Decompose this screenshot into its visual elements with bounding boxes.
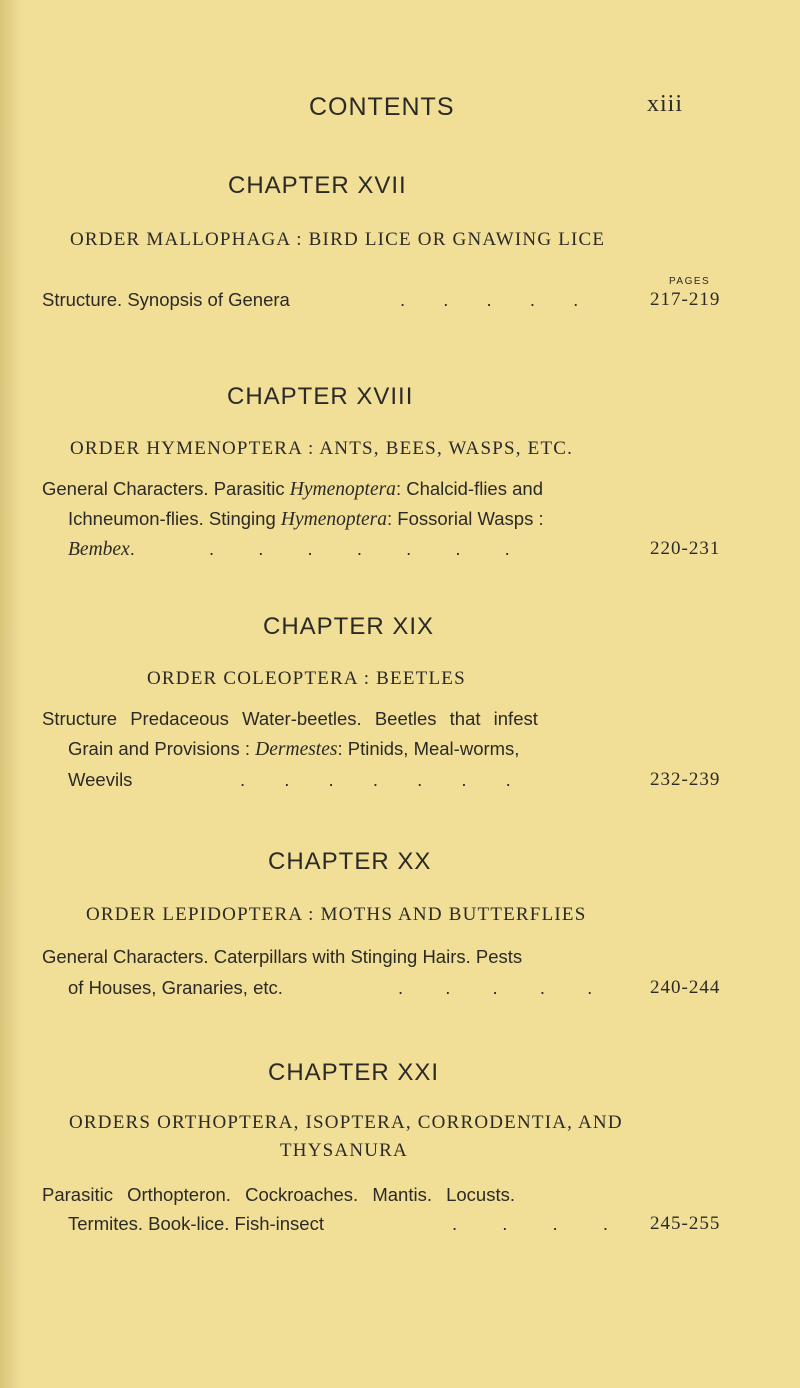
chapter-heading: CHAPTER XVII: [228, 172, 407, 199]
order-title: ORDERS ORTHOPTERA, ISOPTERA, CORRODENTIA, AND: [69, 1112, 623, 1133]
pages-column-label: PAGES: [669, 276, 711, 287]
order-title: ORDER COLEOPTERA : BEETLES: [147, 668, 466, 689]
page-number: xiii: [647, 91, 684, 117]
entry-line: General Characters. Parasitic Hymenoptera: Chalcid-flies and: [42, 478, 543, 500]
page-range: 220-231: [650, 538, 721, 559]
order-title: ORDER LEPIDOPTERA : MOTHS AND BUTTERFLIES: [86, 904, 587, 925]
chapter-heading: CHAPTER XX: [268, 848, 432, 875]
chapter-heading: CHAPTER XXI: [268, 1059, 440, 1086]
entry-line: of Houses, Granaries, etc.: [68, 977, 283, 998]
running-head-title: CONTENTS: [309, 93, 455, 121]
order-title: ORDER HYMENOPTERA : ANTS, BEES, WASPS, ETC.: [70, 438, 574, 459]
page-range: 245-255: [650, 1213, 721, 1234]
page-range: 240-244: [650, 977, 721, 998]
order-title: ORDER MALLOPHAGA : BIRD LICE OR GNAWING LICE: [70, 229, 606, 250]
page-range: 232-239: [650, 769, 721, 790]
entry-line: Structure. Synopsis of Genera: [42, 289, 290, 310]
order-title-continued: THYSANURA: [280, 1140, 408, 1161]
page-range: 217-219: [650, 289, 721, 310]
entry-line: Bembex.: [68, 538, 135, 560]
leader-dots: . . . . . . .: [240, 769, 511, 790]
entry-line: Parasitic Orthopteron. Cockroaches. Mantis. Locusts.: [42, 1184, 515, 1205]
entry-line: General Characters. Caterpillars with Stinging Hairs. Pests: [42, 946, 523, 967]
entry-line: Grain and Provisions : Dermestes: Ptinids, Meal-worms,: [68, 738, 520, 760]
leader-dots: . . . . . . .: [209, 538, 510, 559]
page-edge-shadow: [0, 0, 22, 1388]
leader-dots: . . . . .: [398, 977, 593, 998]
entry-line: Weevils: [68, 769, 133, 790]
entry-line: Structure Predaceous Water-beetles. Beetles that infest: [42, 708, 538, 729]
entry-line: Termites. Book-lice. Fish-insect: [68, 1213, 324, 1234]
entry-line: Ichneumon-flies. Stinging Hymenoptera: Fossorial Wasps :: [68, 508, 544, 530]
leader-dots: . . . .: [452, 1213, 608, 1234]
leader-dots: . . . . .: [400, 289, 579, 310]
chapter-heading: CHAPTER XIX: [263, 613, 435, 640]
chapter-heading: CHAPTER XVIII: [227, 383, 414, 410]
